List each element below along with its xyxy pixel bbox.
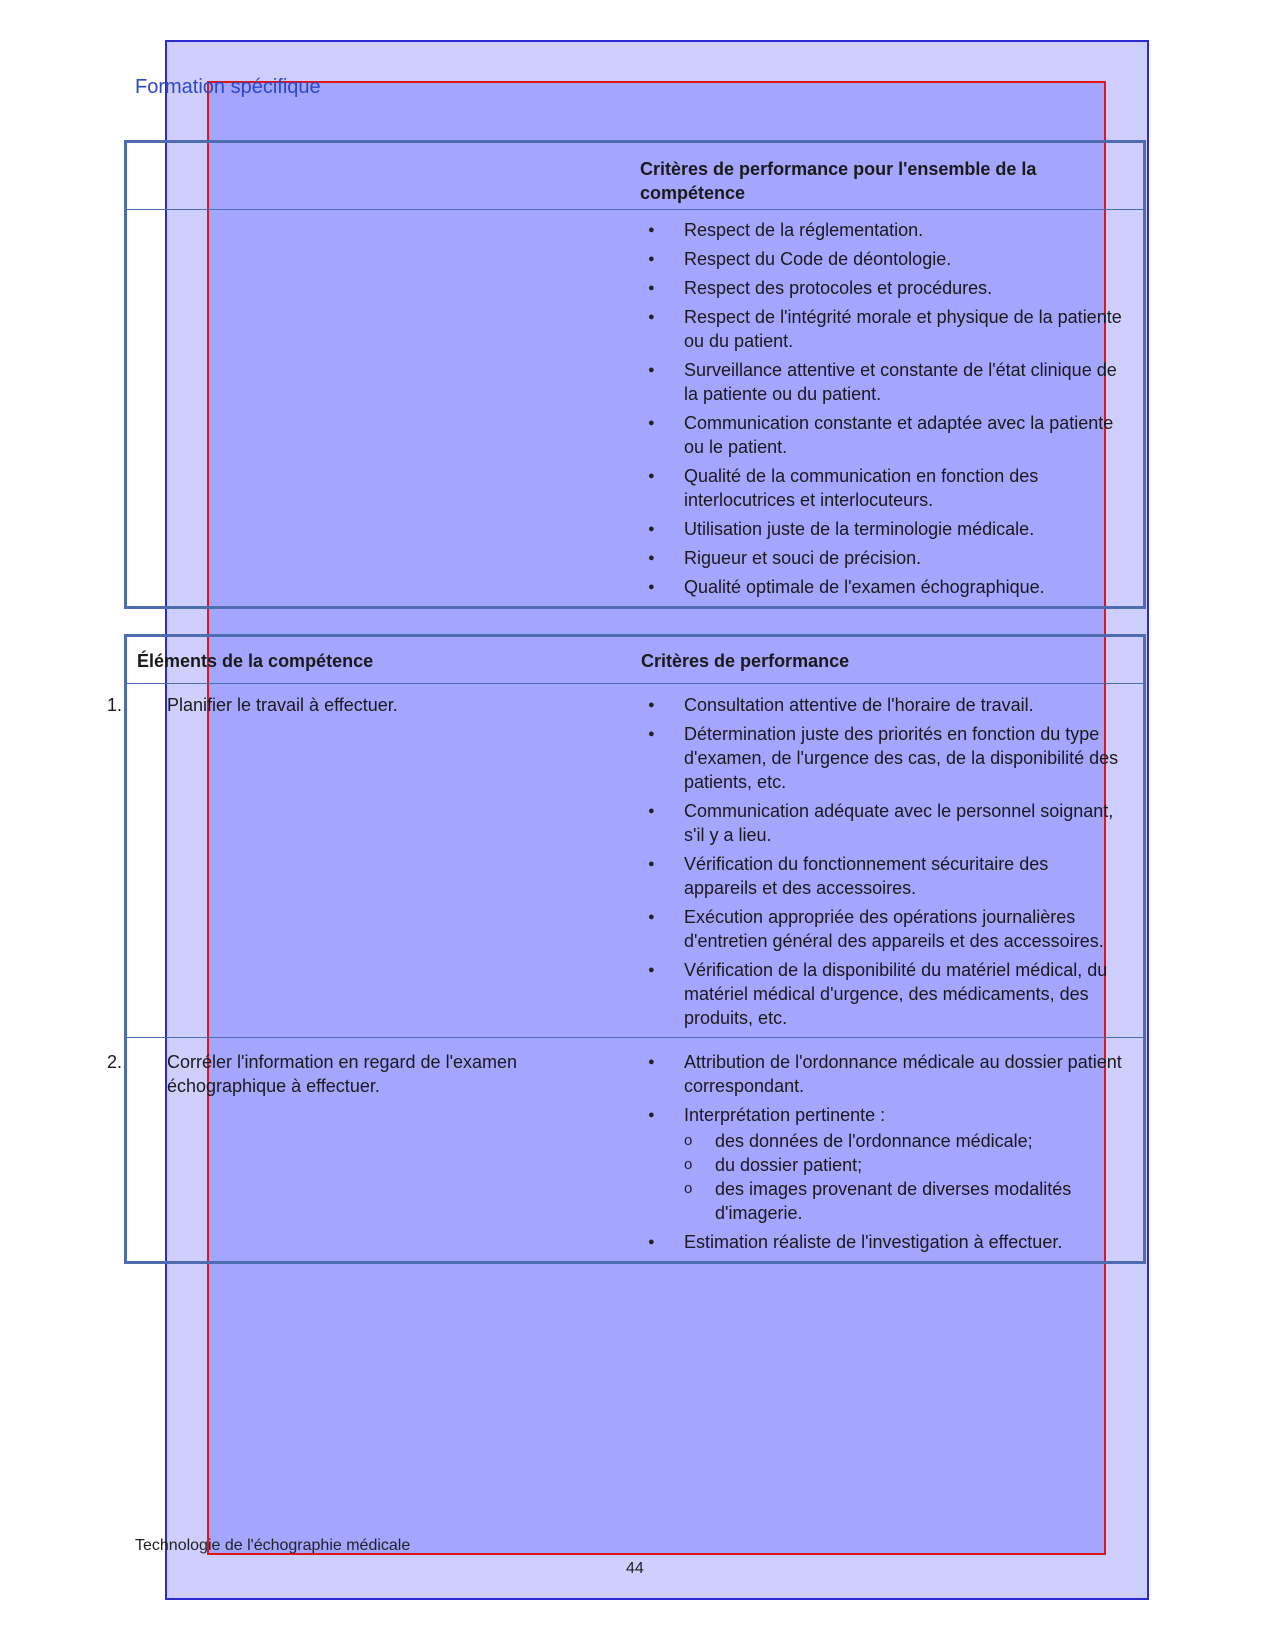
list-item-label: Interprétation pertinente :	[684, 1105, 886, 1125]
list-item: ● Détermination juste des priorités en fonction du type d'examen, de l'urgence des cas, de la disponibilité des patients, etc.	[640, 722, 1143, 794]
list-item: ● Qualité de la communication en fonction des interlocutrices et interlocuteurs.	[640, 464, 1143, 512]
list-item: ● Surveillance attentive et constante de l'état clinique de la patiente ou du patient.	[640, 358, 1143, 406]
sub-list-item: o du dossier patient;	[684, 1153, 1125, 1177]
list-item: ● Attribution de l'ordonnance médicale au dossier patient correspondant.	[640, 1050, 1143, 1098]
list-item: ● Respect de la réglementation.	[640, 218, 1143, 242]
list-item: ● Rigueur et souci de précision.	[640, 546, 1143, 570]
list-item: ● Communication adéquate avec le personnel soignant, s'il y a lieu.	[640, 799, 1143, 847]
list-item	[640, 1103, 1143, 1225]
list-item: ● Estimation réaliste de l'investigation à effectuer.	[640, 1230, 1143, 1254]
list-item: ● Respect des protocoles et procédures.	[640, 276, 1143, 300]
sub-list-item: o des images provenant de diverses modalités d'imagerie.	[684, 1177, 1125, 1225]
list-item: ● Utilisation juste de la terminologie médicale.	[640, 517, 1143, 541]
list-item: ● Exécution appropriée des opérations journalières d'entretien général des appareils et des accessoires.	[640, 905, 1143, 953]
footer-program-name: Technologie de l'échographie médicale	[135, 1537, 411, 1554]
element-2-criteria	[640, 1050, 1143, 1254]
table-header-row	[126, 142, 1145, 210]
element-label: Planifier le travail à effectuer.	[167, 695, 398, 715]
element-label: Corréler l'information en regard de l'examen échographique à effectuer.	[167, 1052, 518, 1096]
element-number: 2.	[107, 1052, 123, 1072]
page-number: 44	[626, 1560, 644, 1577]
section-title: Formation spécifique	[135, 76, 321, 98]
list-item: ● Consultation attentive de l'horaire de travail.	[640, 693, 1143, 717]
list-item: ● Communication constante et adaptée avec la patiente ou le patient.	[640, 411, 1143, 459]
list-item: ● Respect du Code de déontologie.	[640, 247, 1143, 271]
sub-criteria-list	[684, 1129, 1125, 1225]
elements-heading: Éléments de la compétence	[137, 651, 374, 671]
sub-list-item: o des données de l'ordonnance médicale;	[684, 1129, 1125, 1153]
elements-table	[107, 634, 1146, 1264]
element-1-criteria	[640, 693, 1143, 1030]
overall-criteria-table	[124, 140, 1146, 609]
list-item: ● Respect de l'intégrité morale et physique de la patiente ou du patient.	[640, 305, 1143, 353]
element-1	[107, 693, 640, 717]
criteria-heading: Critères de performance	[641, 651, 850, 671]
element-2	[107, 1050, 640, 1098]
overall-criteria-list	[640, 218, 1143, 599]
list-item: ● Vérification de la disponibilité du matériel médical, du matériel médical d'urgence, des médicaments, des produits, etc.	[640, 958, 1143, 1030]
element-number: 1.	[107, 695, 123, 715]
list-item: ● Vérification du fonctionnement sécuritaire des appareils et des accessoires.	[640, 852, 1143, 900]
table-row	[126, 1038, 1145, 1263]
table-row	[126, 210, 1145, 608]
overall-criteria-heading: Critères de performance pour l'ensemble de la compétence	[640, 159, 1037, 203]
list-item: ● Qualité optimale de l'examen échographique.	[640, 575, 1143, 599]
table-header-row	[126, 636, 1145, 684]
table-row	[126, 684, 1145, 1038]
